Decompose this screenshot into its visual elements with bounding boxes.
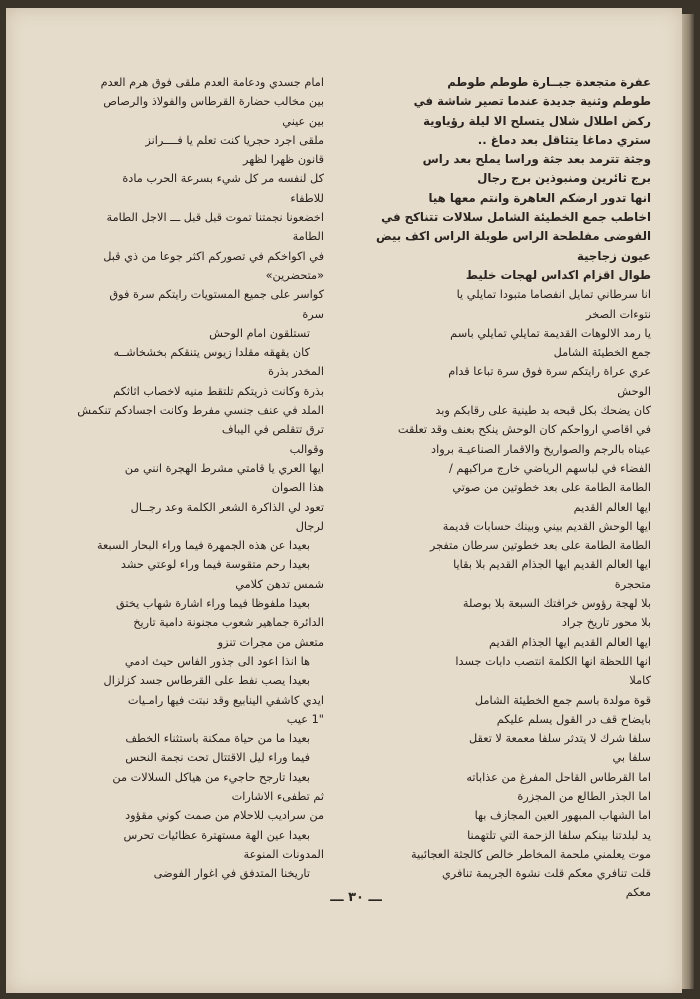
text-line: ايها العالم القديم [573,500,651,514]
text-line: موت يعلمني ملحمة المخاطر خالص كالجثة العجائبية [410,847,651,861]
text-line: برج ثائرين ومنبوذين برج رجال [477,171,651,186]
text-line: متعش من مجرات تنزو [217,635,324,649]
text-line: اخاطب جمع الخطيئة الشامل سلالات تتناكح في [381,210,651,225]
text-line: في اكواخكم في تصوركم اكثر جوعا من ذي قبل [103,249,324,263]
page-edge [682,14,694,989]
text-line: بين مخالب حضارة القرطاس والفولاذ والرصاص [103,95,324,109]
text-line: الدائرة جماهير شعوب مجنونة دامية تاريخ [133,616,324,630]
text-line: تاريخنا المتدفق في اغوار الفوضى [153,867,310,881]
text-line: المدونات المنوعة [243,847,324,861]
text-line: «متحضرين» [265,268,324,282]
text-line: انا سرطاني تمايل انفصاما متبودا تمايلي يا [456,288,651,302]
text-line: اخضعونا نجمتنا تموت قبل قبل ـــ الاجل الطامة [106,211,324,225]
text-line: عيون زجاجية [577,248,651,263]
page-number: ـــ ٣٠ ـــ [330,890,382,905]
text-line: عيناه بالرجم والصواريخ والاقمار الصناعيـة برواد [431,442,651,456]
text-line: طوال اقزام اكداس لهجات خليط [465,267,651,282]
text-line: قانون ظهرا لظهر [242,153,324,167]
text-line: الملد في عنف جنسي مفرط وكانت اجسادكم تنكمش [77,404,324,418]
text-line: اما القرطاس القاحل المفرغ من عذاباته [466,770,651,784]
text-line: ايها العالم القديم ايها الجذام القديم [489,635,651,649]
text-line: للاطفاء [290,191,324,205]
text-line: في اقاصي ارواحكم كان الوحش ينكح بعنف وقد تعلقت [397,423,651,437]
text-line: نتوءات الصخر [586,307,651,321]
text-line: بعيدا يصب نفط على القرطاس جسد كزلزال [103,674,310,688]
right-column [348,73,651,903]
text-line: جمع الخطيئة الشامل [553,346,651,360]
text-line: ستري دماغا يتثاقل بعد دماغ .. [477,132,651,147]
text-line: شمس تدهن كلامي [235,577,324,591]
text-line: ايها العري يا قامتي مشرط الهجرة انني من [124,461,324,475]
text-line: الطامة الطامة على بعد خطوتين من صوتي [452,481,651,495]
text-line: بعيدا عين الهة مستهترة عظائيات تحرس [123,828,310,842]
text-line: ها انذا اعود الى جذور الفاس حيث ادمي [124,654,310,668]
text-line: ايها الوحش القديم بيني وبينك حسابات قديمة [442,519,651,533]
text-line: ترق تتقلص في اليباف [221,423,324,437]
text-line: بذرة وكانت ذريتكم تلتقط منيه لاخصاب اثاثكم [113,384,324,398]
text-line: متحجرة [614,577,651,591]
text-line: سرة [302,307,324,321]
text-line: بايضاح قف در القول يسلم عليكم [496,712,651,726]
text-line: كاملا [629,674,651,688]
text-line: "1 عيب [286,712,324,726]
text-line: يا رمد الالوهات القديمة تمايلي تمايلي باسم [450,326,651,340]
text-line: عري عراة رايتكم سرة فوق سرة تباعا قدام [448,365,651,379]
text-line: الوحش [617,384,651,398]
text-line: لرجال [295,519,324,533]
text-line: من سراديب للاحلام من صمت كوني مقؤود [125,809,324,823]
text-line: ثم تطفىء الاشارات [231,789,324,803]
text-line: معكم [625,886,651,900]
text-line: تستلقون امام الوحش [209,326,310,340]
text-line: هذا الصوان [271,481,324,495]
text-line: انها اللحظة انها الكلمة انتصب دابات جسدا [455,654,651,668]
text-line: بين عيني [282,114,324,128]
text-line: اما الشهاب المبهور العين المجازف بها [474,809,651,823]
text-line: عفرة متجعدة جبــارة طوطم طوطم [447,75,651,89]
text-line: بلا محور تاريخ جراد [561,616,651,630]
text-line: بعيدا ملفوظا فيما وراء اشارة شهاب يختق [116,597,310,611]
text-line: المخدر بذرة [268,365,324,379]
text-line: الفضاء في لباسهم الرياضي خارج مراكبهم / [448,461,651,475]
text-line: ايها العالم القديم ايها الجذام القديم بلا بقايا [453,558,651,572]
text-line: الطامة [292,230,324,244]
text-line: ملقى اجرد حجريا كنت تعلم يا فــــرانز [145,133,324,147]
text-line: بعيدا تارجح حاجيء من هياكل السلالات من [112,770,310,784]
text-line: ركض اطلال شلال يتسلح الا ليلة رؤياوية [423,113,651,128]
text-line: اما الجذر الطالع من المجزرة [517,789,651,803]
text-line: سلفا بي [612,751,651,765]
text-line: امام جسدي ودعامة العدم ملقى فوق هرم العدم [100,76,324,89]
text-line: قوة مولدة باسم جمع الخطيئة الشامل [474,693,651,707]
text-line: سلفا شرك لا يتدثر سلفا معمعة لا تعقل [468,732,651,746]
document-page [6,8,682,993]
text-line: وقوالب [289,442,324,456]
text-line: بعيدا رحم متقوسة فيما وراء لوعتي حشد [120,558,310,572]
text-line: الطامة الطامة على بعد خطوتين سرطان متفجر [429,539,651,553]
text-line: يد لبلدتنا بينكم سلفا الزحمة التي تلتهمنا [467,828,651,842]
text-line: بعيدا ما من حياة ممكنة باستثناء الخطف [125,732,310,746]
text-line: كان يضحك بكل قبحه بد طينية على رقابكم وبد [435,404,651,418]
text-line: تعود لي الذاكرة الشعر الكلمة وعد رجــال [130,500,324,514]
text-line: فيما وراء ليل الاقتتال تحت نجمة النحس [125,751,310,765]
text-line: كان يقهقه مقلدا زيوس يتنقكم بخشخاشــه [113,346,310,360]
text-line: بعيدا عن هذه الجمهرة فيما وراء البحار السبعة [96,539,310,553]
text-line: قلت تنافري معكم قلت نشوة الجريمة تنافري [441,867,651,881]
text-line: ايدي كاشفي الينابيع وقد نبتت فيها رامـيات [127,693,324,707]
text-line: الفوضى مفلطحة الراس طويلة الراس اكف بيض [376,229,651,244]
text-line: كواسر على جميع المستويات رايتكم سرة فوق [109,288,324,302]
left-column [46,73,324,883]
text-line: كل لنفسه مر كل شيء بسرعة الحرب مادة [122,172,324,186]
text-line: بلا لهجة رؤوس خرافتك السبعة بلا بوصلة [462,597,651,611]
text-line: انها تدور ارضكم العاهرة وانتم معها هيا [428,190,651,205]
text-line: وجثة تترمد بعد جثة وراسا يملح بعد راس [422,152,651,167]
text-line: طوطم وثنية جديدة عندما تصير شاشة في [413,94,651,109]
